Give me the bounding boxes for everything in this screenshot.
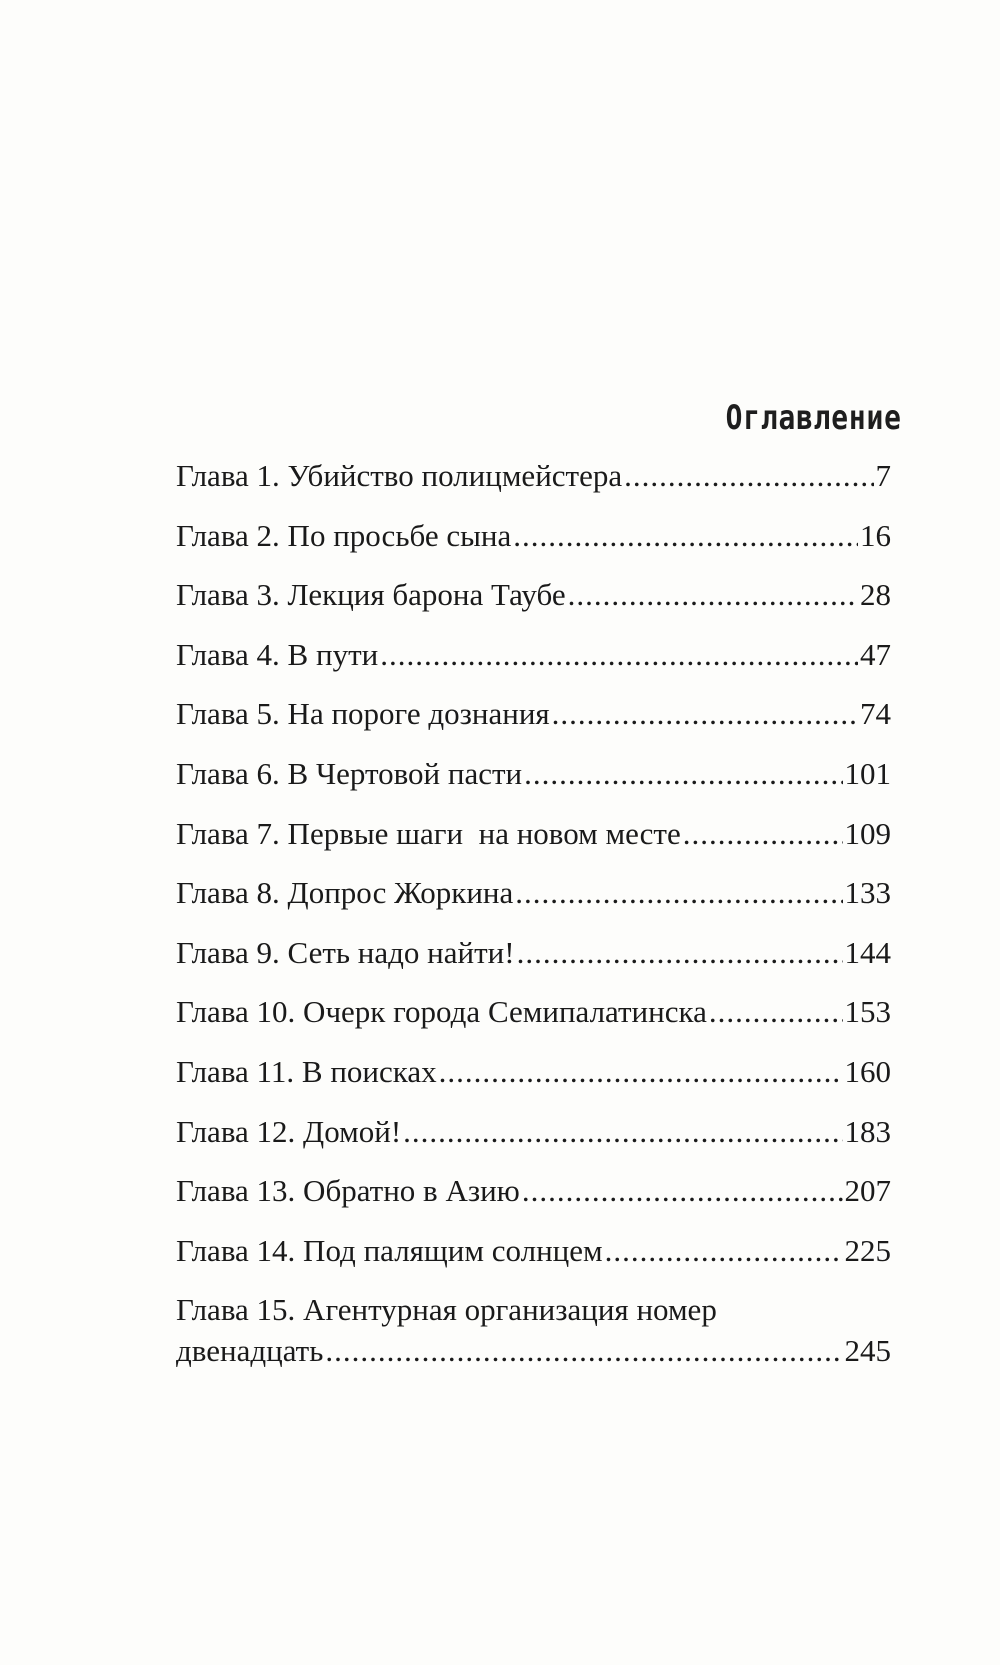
dot-leader bbox=[709, 994, 843, 1030]
entry-title: Глава 4. В пути bbox=[176, 636, 379, 672]
table-of-contents bbox=[176, 458, 891, 1393]
entry-title-line2: двенадцать bbox=[176, 1333, 324, 1369]
toc-entry bbox=[176, 1292, 891, 1393]
toc-entry bbox=[176, 994, 891, 1054]
entry-title: Глава 12. Домой! bbox=[176, 1113, 402, 1149]
dot-leader bbox=[513, 518, 858, 554]
entry-page: 160 bbox=[844, 1053, 891, 1089]
entry-page: 47 bbox=[860, 636, 891, 672]
toc-entry bbox=[176, 518, 891, 578]
dot-leader bbox=[524, 756, 842, 792]
toc-entry bbox=[176, 875, 891, 935]
entry-title: Глава 3. Лекция барона Таубе bbox=[176, 577, 566, 613]
dot-leader bbox=[552, 696, 858, 732]
toc-entry bbox=[176, 1114, 891, 1174]
entry-page: 74 bbox=[860, 696, 891, 732]
entry-title: Глава 1. Убийство полицмейстера bbox=[176, 458, 623, 493]
entry-title: Глава 11. В поисках bbox=[176, 1053, 437, 1089]
entry-page: 144 bbox=[844, 934, 891, 970]
entry-page: 109 bbox=[844, 815, 891, 851]
entry-title: Глава 6. В Чертовой пасти bbox=[176, 755, 523, 791]
entry-title: Глава 5. На пороге дознания bbox=[176, 696, 550, 732]
dot-leader bbox=[325, 1333, 842, 1369]
dot-leader bbox=[439, 1054, 843, 1090]
toc-entry bbox=[176, 696, 891, 756]
toc-entry bbox=[176, 935, 891, 995]
entry-title: Глава 9. Сеть надо найти! bbox=[176, 934, 515, 970]
entry-page: 245 bbox=[844, 1333, 891, 1369]
entry-page: 7 bbox=[875, 458, 891, 493]
entry-page: 183 bbox=[844, 1113, 891, 1149]
dot-leader bbox=[683, 816, 843, 852]
entry-title: Глава 7. Первые шаги на новом месте bbox=[176, 815, 681, 851]
dot-leader bbox=[522, 1173, 843, 1209]
dot-leader bbox=[380, 637, 858, 673]
entry-title: Глава 10. Очерк города Семипалатинска bbox=[176, 994, 707, 1030]
toc-entry bbox=[176, 756, 891, 816]
toc-entry bbox=[176, 1173, 891, 1233]
toc-entry bbox=[176, 637, 891, 697]
entry-title: Глава 2. По просьбе сына bbox=[176, 517, 512, 553]
dot-leader bbox=[515, 875, 842, 911]
entry-page: 225 bbox=[844, 1232, 891, 1268]
toc-entry bbox=[176, 1233, 891, 1293]
page-title: Оглавление bbox=[725, 398, 902, 438]
toc-entry bbox=[176, 458, 891, 518]
dot-leader bbox=[517, 935, 843, 971]
entry-page: 133 bbox=[844, 875, 891, 911]
entry-title-line1: Глава 15. Агентурная организация номер bbox=[176, 1292, 717, 1328]
entry-page: 16 bbox=[860, 517, 891, 553]
toc-entry bbox=[176, 816, 891, 876]
dot-leader bbox=[403, 1114, 842, 1150]
entry-title: Глава 14. Под палящим солнцем bbox=[176, 1232, 603, 1268]
entry-page: 101 bbox=[844, 755, 891, 791]
entry-page: 28 bbox=[860, 577, 891, 613]
toc-entry bbox=[176, 577, 891, 637]
dot-leader bbox=[624, 458, 873, 494]
entry-continuation bbox=[176, 1333, 891, 1393]
entry-title: Глава 8. Допрос Жоркина bbox=[176, 875, 514, 911]
dot-leader bbox=[605, 1233, 843, 1269]
entry-page: 207 bbox=[844, 1173, 891, 1209]
entry-page: 153 bbox=[844, 994, 891, 1030]
entry-title: Глава 13. Обратно в Азию bbox=[176, 1173, 520, 1209]
dot-leader bbox=[568, 577, 858, 613]
toc-entry bbox=[176, 1054, 891, 1114]
